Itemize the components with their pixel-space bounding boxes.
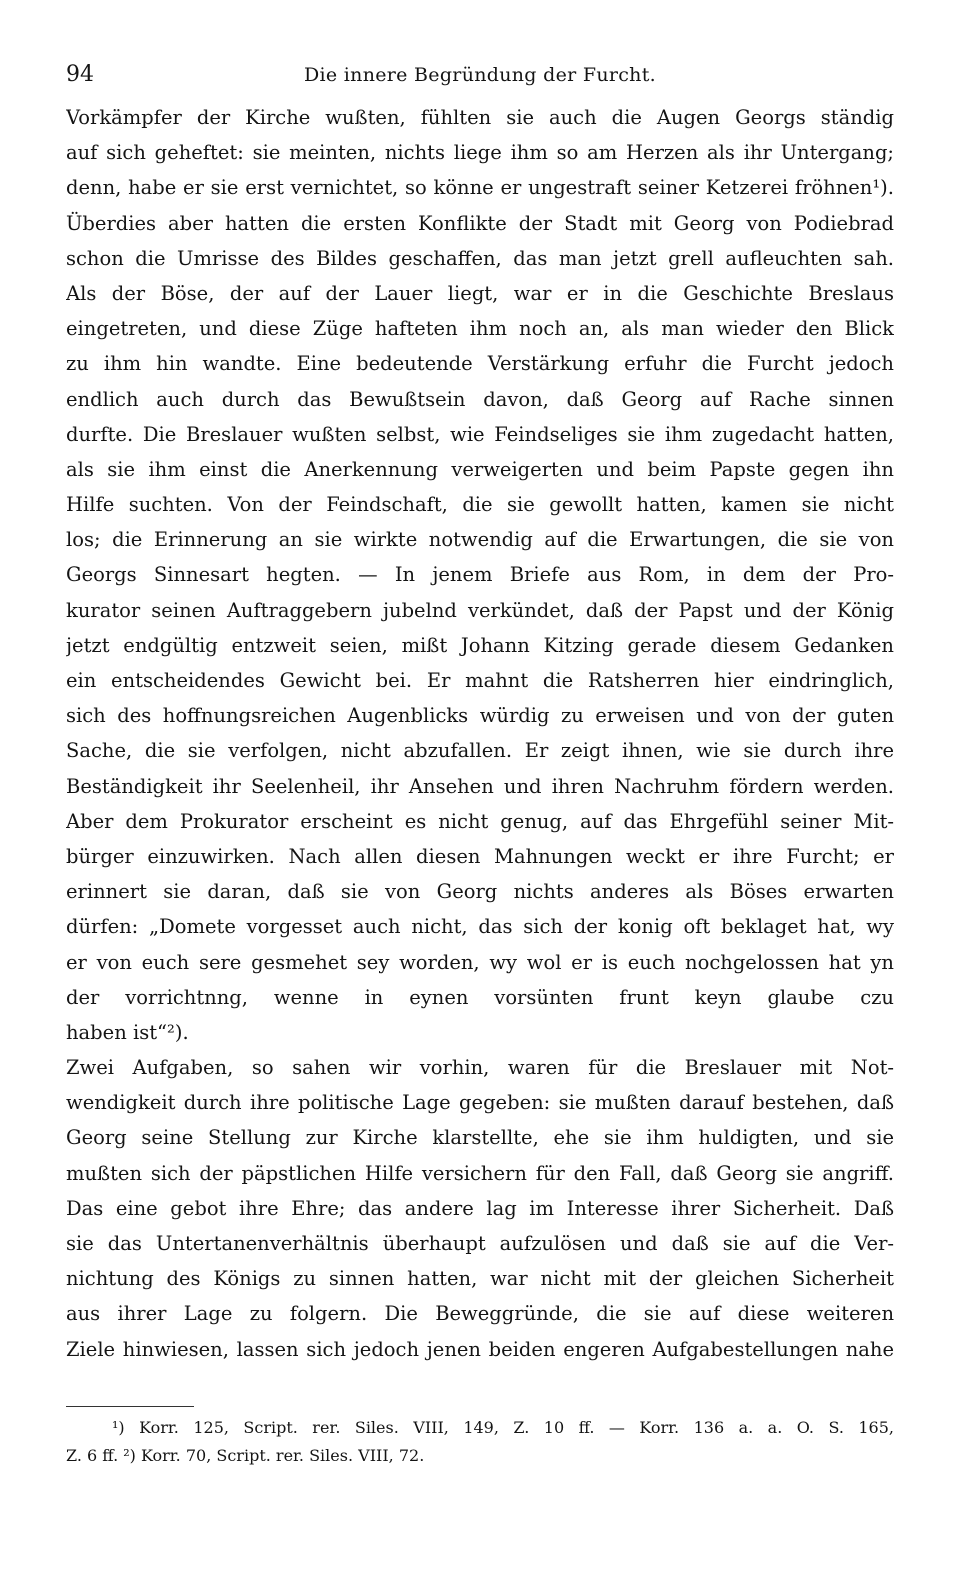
text-line: sich des hoffnungsreichen Augenblicks würdig zu erweisen und von der guten <box>66 704 894 728</box>
text-line: kurator seinen Auftraggebern jubelnd verkündet, daß der Papst und der König <box>66 598 894 622</box>
text-line: Zwei Aufgaben, so sahen wir vorhin, waren für die Breslauer mit Not- <box>66 1056 894 1080</box>
text-line: dürfen: „Domete vorgesset auch nicht, das sich der konig oft beklaget hat, wy <box>66 915 894 939</box>
footnote-divider <box>66 1406 194 1407</box>
text-line: erinnert sie daran, daß sie von Georg nichts anderes als Böses erwarten <box>66 880 894 904</box>
text-line: denn, habe er sie erst vernichtet, so könne er ungestraft seiner Ketzerei fröhnen¹). <box>66 176 894 200</box>
text-line: los; die Erinnerung an sie wirkte notwendig auf die Erwartungen, die sie von <box>66 528 894 552</box>
text-line: bürger einzuwirken. Nach allen diesen Mahnungen weckt er ihre Furcht; er <box>66 844 894 868</box>
text-line: der vorrichtnng, wenne in eynen vorsünten frunt keyn glaube czu <box>66 985 894 1009</box>
text-line: Überdies aber hatten die ersten Konflikte der Stadt mit Georg von Podiebrad <box>66 211 894 235</box>
text-line: Georgs Sinnesart hegten. — In jenem Briefe aus Rom, in dem der Pro- <box>66 563 894 587</box>
text-line: schon die Umrisse des Bildes geschaffen, das man jetzt grell aufleuchten sah. <box>66 246 894 270</box>
running-title: Die innere Begründung der Furcht. <box>303 64 656 86</box>
footnotes <box>66 1414 894 1470</box>
text-line: aus ihrer Lage zu folgern. Die Beweggründe, die sie auf diese weiteren <box>66 1302 894 1326</box>
text-line: haben ist“²). <box>66 1020 189 1044</box>
text-line: eingetreten, und diese Züge hafteten ihm noch an, als man wieder den Blick <box>66 317 894 341</box>
text-line: als sie ihm einst die Anerkennung verweigerten und beim Papste gegen ihn <box>66 457 894 481</box>
body-text <box>66 100 894 1367</box>
text-line: Als der Böse, der auf der Lauer liegt, war er in die Geschichte Breslaus <box>66 281 894 305</box>
text-line: Ziele hinwiesen, lassen sich jedoch jenen beiden engeren Aufgabestellungen nahe <box>66 1337 894 1361</box>
text-line: Georg seine Stellung zur Kirche klarstellte, ehe sie ihm huldigten, und sie <box>66 1126 894 1150</box>
text-line: zu ihm hin wandte. Eine bedeutende Verstärkung erfuhr die Furcht jedoch <box>66 352 894 376</box>
text-line: wendigkeit durch ihre politische Lage gegeben: sie mußten darauf bestehen, daß <box>66 1091 894 1115</box>
text-line: ein entscheidendes Gewicht bei. Er mahnt die Ratsherren hier eindringlich, <box>66 669 894 692</box>
text-line: auf sich geheftet: sie meinten, nichts liege ihm so am Herzen als ihr Untergang; <box>66 141 894 165</box>
text-line: jetzt endgültig entzweit seien, mißt Johann Kitzing gerade diesem Gedanken <box>66 633 894 657</box>
text-line: Sache, die sie verfolgen, nicht abzufallen. Er zeigt ihnen, wie sie durch ihre <box>66 739 894 763</box>
text-line: mußten sich der päpstlichen Hilfe versichern für den Fall, daß Georg sie angriff. <box>66 1161 894 1185</box>
footnote-line: ¹) Korr. 125, Script. rer. Siles. VIII, 149, Z. 10 ff. — Korr. 136 a. a. O. S. 165, <box>112 1418 894 1437</box>
text-line: Vorkämpfer der Kirche wußten, fühlten sie auch die Augen Georgs ständig <box>66 106 894 129</box>
text-line: er von euch sere gesmehet sey worden, wy wol er is euch nochgelossen hat yn <box>66 950 894 974</box>
footnote-line: Z. 6 ff. ²) Korr. 70, Script. rer. Siles. VIII, 72. <box>66 1446 425 1465</box>
text-line: durfte. Die Breslauer wußten selbst, wie Feindseliges sie ihm zugedacht hatten, <box>66 422 894 446</box>
text-line: Aber dem Prokurator erscheint es nicht genug, auf das Ehrgefühl seiner Mit- <box>66 809 894 833</box>
text-line: Beständigkeit ihr Seelenheil, ihr Ansehen und ihren Nachruhm fördern werden. <box>66 774 894 798</box>
text-line: Das eine gebot ihre Ehre; das andere lag im Interesse ihrer Sicherheit. Daß <box>66 1196 894 1220</box>
text-line: nichtung des Königs zu sinnen hatten, war nicht mit der gleichen Sicherheit <box>66 1267 894 1291</box>
text-line: sie das Untertanenverhältnis überhaupt aufzulösen und daß sie auf die Ver- <box>66 1232 894 1255</box>
page-header <box>66 58 894 92</box>
page-number: 94 <box>66 62 94 87</box>
text-line: endlich auch durch das Bewußtsein davon, daß Georg auf Rache sinnen <box>66 387 894 411</box>
text-line: Hilfe suchten. Von der Feindschaft, die sie gewollt hatten, kamen sie nicht <box>66 493 894 517</box>
